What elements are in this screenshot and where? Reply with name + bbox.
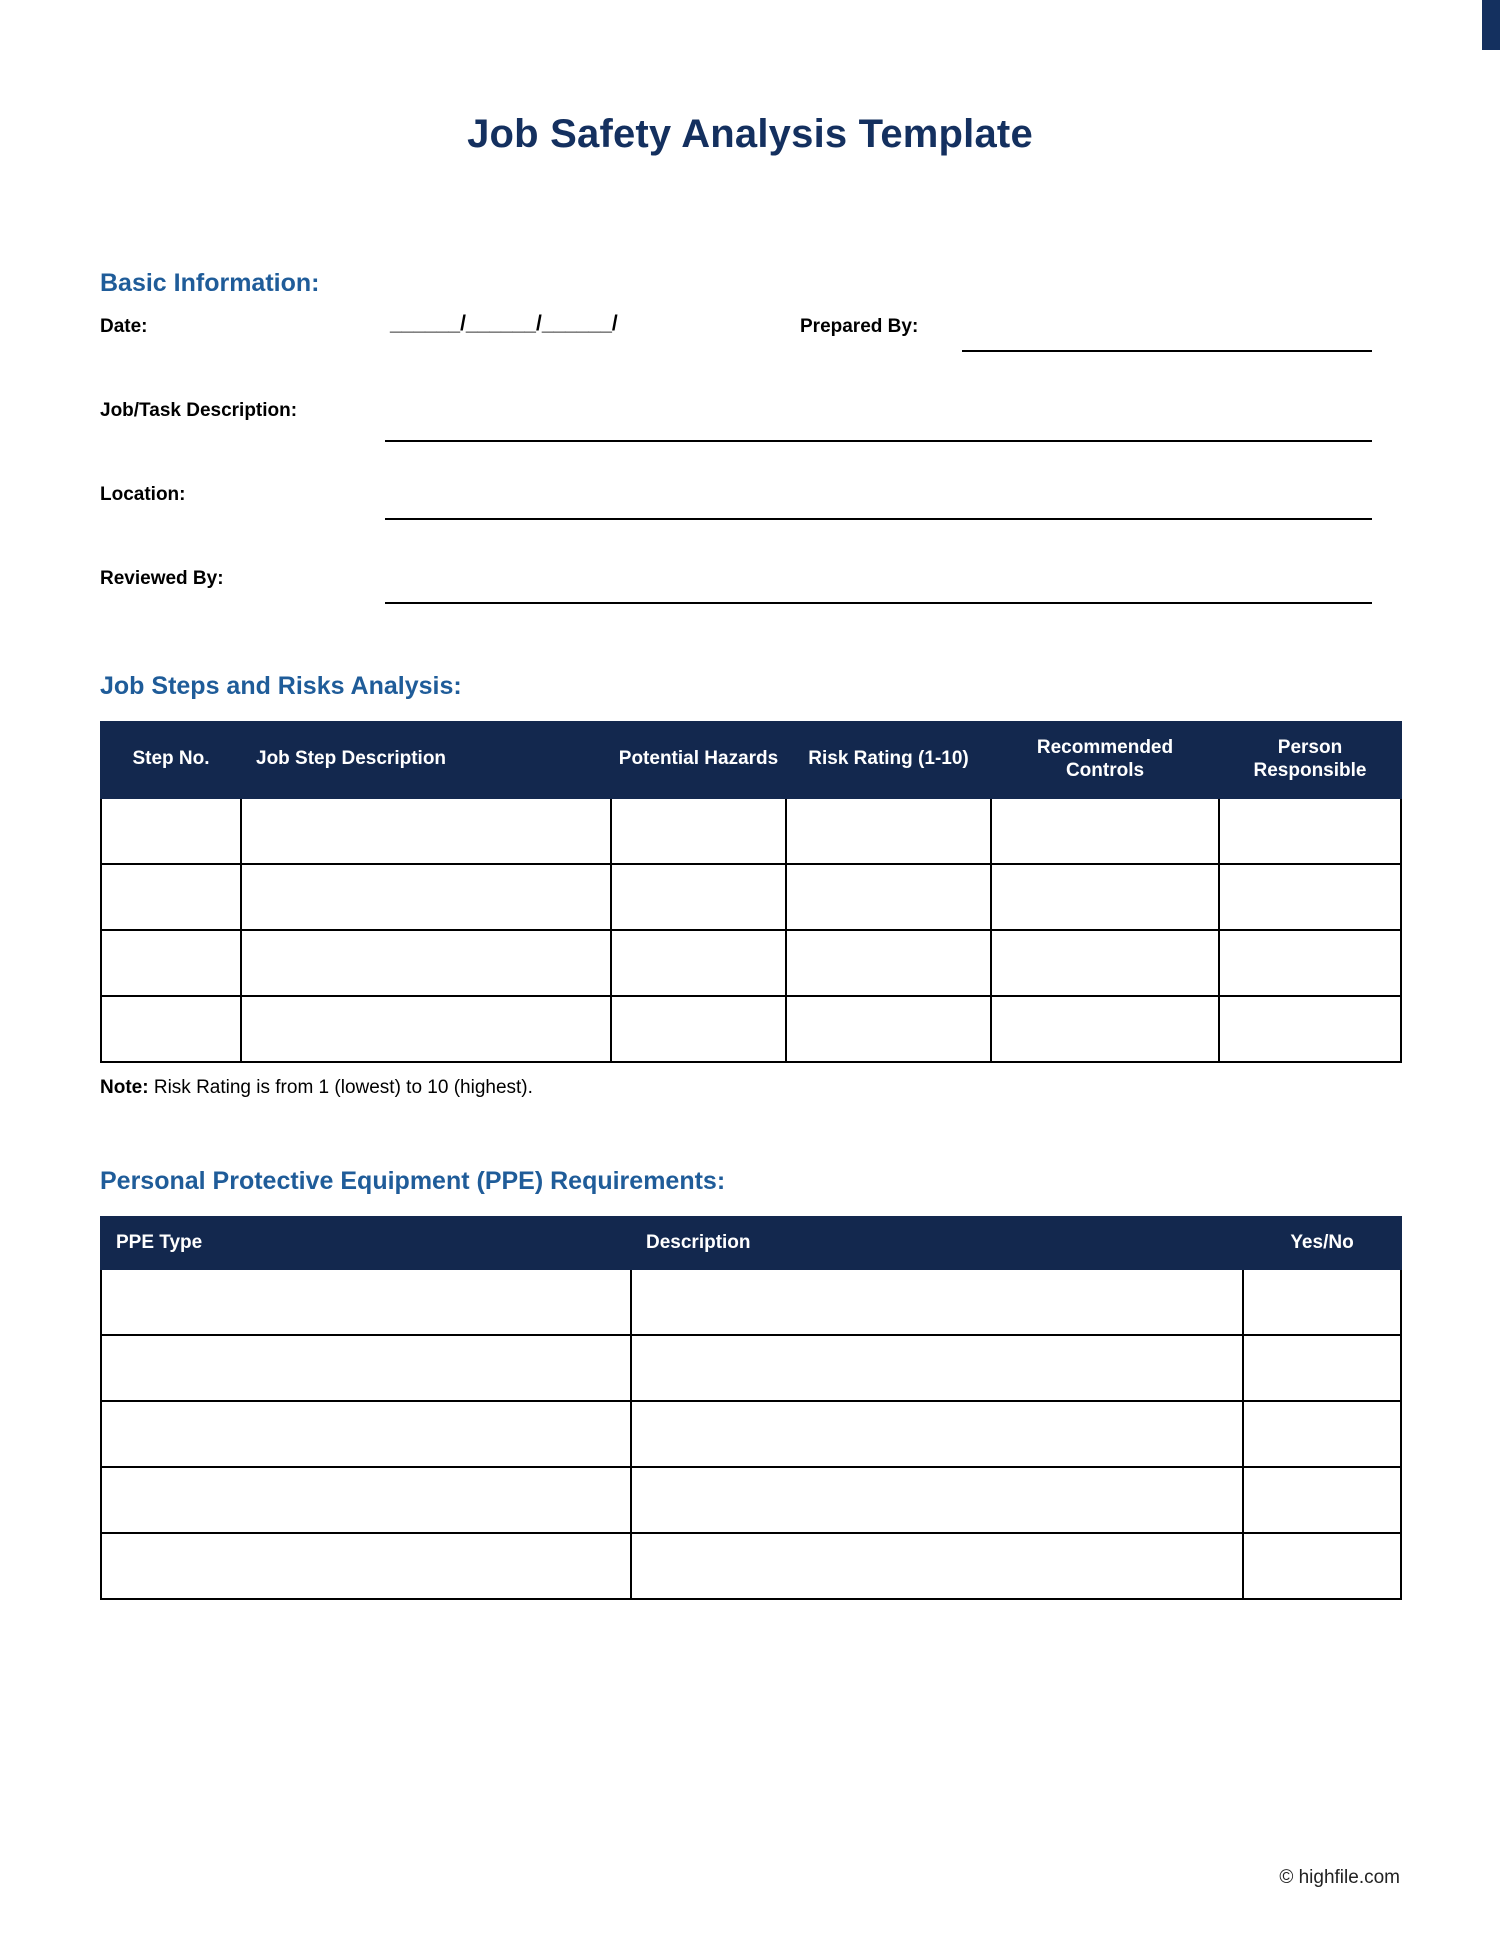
reviewed-by-label: Reviewed By: bbox=[100, 568, 224, 589]
column-header-risk-rating: Risk Rating (1-10) bbox=[786, 722, 991, 798]
cell-job-step-description[interactable] bbox=[241, 996, 611, 1062]
note-label: Note: bbox=[100, 1076, 149, 1098]
cell-ppe-yes-no[interactable] bbox=[1243, 1335, 1401, 1401]
table-row bbox=[101, 1401, 1401, 1467]
cell-ppe-description[interactable] bbox=[631, 1269, 1243, 1335]
cell-potential-hazards[interactable] bbox=[611, 798, 786, 864]
cell-ppe-yes-no[interactable] bbox=[1243, 1401, 1401, 1467]
cell-potential-hazards[interactable] bbox=[611, 930, 786, 996]
column-header-potential-hazards: Potential Hazards bbox=[611, 722, 786, 798]
cell-ppe-type[interactable] bbox=[101, 1467, 631, 1533]
cell-step-no[interactable] bbox=[101, 930, 241, 996]
prepared-by-label: Prepared By: bbox=[800, 316, 919, 337]
cell-job-step-description[interactable] bbox=[241, 864, 611, 930]
table-row bbox=[101, 864, 1401, 930]
column-header-ppe-type: PPE Type bbox=[101, 1217, 631, 1270]
job-steps-header-row bbox=[101, 722, 1401, 798]
cell-person-responsible[interactable] bbox=[1219, 864, 1401, 930]
field-row-job-description bbox=[100, 382, 1400, 466]
job-task-description-input[interactable] bbox=[385, 440, 1372, 442]
table-row bbox=[101, 1335, 1401, 1401]
cell-ppe-type[interactable] bbox=[101, 1401, 631, 1467]
cell-ppe-yes-no[interactable] bbox=[1243, 1269, 1401, 1335]
cell-recommended-controls[interactable] bbox=[991, 930, 1219, 996]
cell-risk-rating[interactable] bbox=[786, 864, 991, 930]
cell-person-responsible[interactable] bbox=[1219, 798, 1401, 864]
table-row bbox=[101, 996, 1401, 1062]
cell-recommended-controls[interactable] bbox=[991, 864, 1219, 930]
column-header-person-responsible: Person Responsible bbox=[1219, 722, 1401, 798]
corner-accent-mark bbox=[1482, 0, 1500, 50]
cell-risk-rating[interactable] bbox=[786, 930, 991, 996]
column-header-step-no: Step No. bbox=[101, 722, 241, 798]
cell-person-responsible[interactable] bbox=[1219, 930, 1401, 996]
cell-ppe-description[interactable] bbox=[631, 1401, 1243, 1467]
cell-risk-rating[interactable] bbox=[786, 798, 991, 864]
field-row-reviewed-by bbox=[100, 550, 1400, 634]
cell-ppe-type[interactable] bbox=[101, 1533, 631, 1599]
date-label: Date: bbox=[100, 316, 148, 337]
document-content bbox=[100, 0, 1400, 1600]
table-row bbox=[101, 1533, 1401, 1599]
table-row bbox=[101, 1269, 1401, 1335]
prepared-by-input[interactable] bbox=[962, 350, 1372, 352]
cell-potential-hazards[interactable] bbox=[611, 996, 786, 1062]
cell-recommended-controls[interactable] bbox=[991, 996, 1219, 1062]
column-header-recommended-controls: Recommended Controls bbox=[991, 722, 1219, 798]
page-title: Job Safety Analysis Template bbox=[467, 112, 1033, 156]
cell-ppe-description[interactable] bbox=[631, 1533, 1243, 1599]
table-row bbox=[101, 1467, 1401, 1533]
cell-ppe-description[interactable] bbox=[631, 1467, 1243, 1533]
cell-step-no[interactable] bbox=[101, 798, 241, 864]
cell-ppe-type[interactable] bbox=[101, 1269, 631, 1335]
cell-job-step-description[interactable] bbox=[241, 930, 611, 996]
job-task-description-label: Job/Task Description: bbox=[100, 400, 298, 421]
date-input[interactable]: ______/______/______/ bbox=[390, 312, 618, 335]
cell-person-responsible[interactable] bbox=[1219, 996, 1401, 1062]
ppe-table bbox=[100, 1216, 1402, 1601]
page-bottom-edge bbox=[0, 1919, 1500, 1941]
column-header-ppe-yes-no: Yes/No bbox=[1243, 1217, 1401, 1270]
location-label: Location: bbox=[100, 484, 186, 505]
table-row bbox=[101, 930, 1401, 996]
field-row-location bbox=[100, 466, 1400, 550]
reviewed-by-input[interactable] bbox=[385, 602, 1372, 604]
cell-ppe-yes-no[interactable] bbox=[1243, 1533, 1401, 1599]
field-row-date bbox=[100, 298, 1400, 382]
ppe-heading: Personal Protective Equipment (PPE) Requirements: bbox=[100, 1166, 726, 1195]
column-header-ppe-description: Description bbox=[631, 1217, 1243, 1270]
column-header-job-step-description: Job Step Description bbox=[241, 722, 611, 798]
basic-information-heading: Basic Information: bbox=[100, 269, 320, 297]
cell-step-no[interactable] bbox=[101, 996, 241, 1062]
note-text: Risk Rating is from 1 (lowest) to 10 (highest). bbox=[153, 1076, 533, 1098]
cell-ppe-yes-no[interactable] bbox=[1243, 1467, 1401, 1533]
cell-recommended-controls[interactable] bbox=[991, 798, 1219, 864]
cell-ppe-description[interactable] bbox=[631, 1335, 1243, 1401]
risk-rating-note bbox=[100, 1077, 1400, 1099]
cell-potential-hazards[interactable] bbox=[611, 864, 786, 930]
footer-credit: © highfile.com bbox=[1279, 1867, 1400, 1888]
table-row bbox=[101, 798, 1401, 864]
job-steps-heading: Job Steps and Risks Analysis: bbox=[100, 672, 462, 700]
cell-risk-rating[interactable] bbox=[786, 996, 991, 1062]
location-input[interactable] bbox=[385, 518, 1372, 520]
ppe-header-row bbox=[101, 1217, 1401, 1270]
cell-job-step-description[interactable] bbox=[241, 798, 611, 864]
job-steps-table bbox=[100, 721, 1402, 1063]
cell-ppe-type[interactable] bbox=[101, 1335, 631, 1401]
cell-step-no[interactable] bbox=[101, 864, 241, 930]
